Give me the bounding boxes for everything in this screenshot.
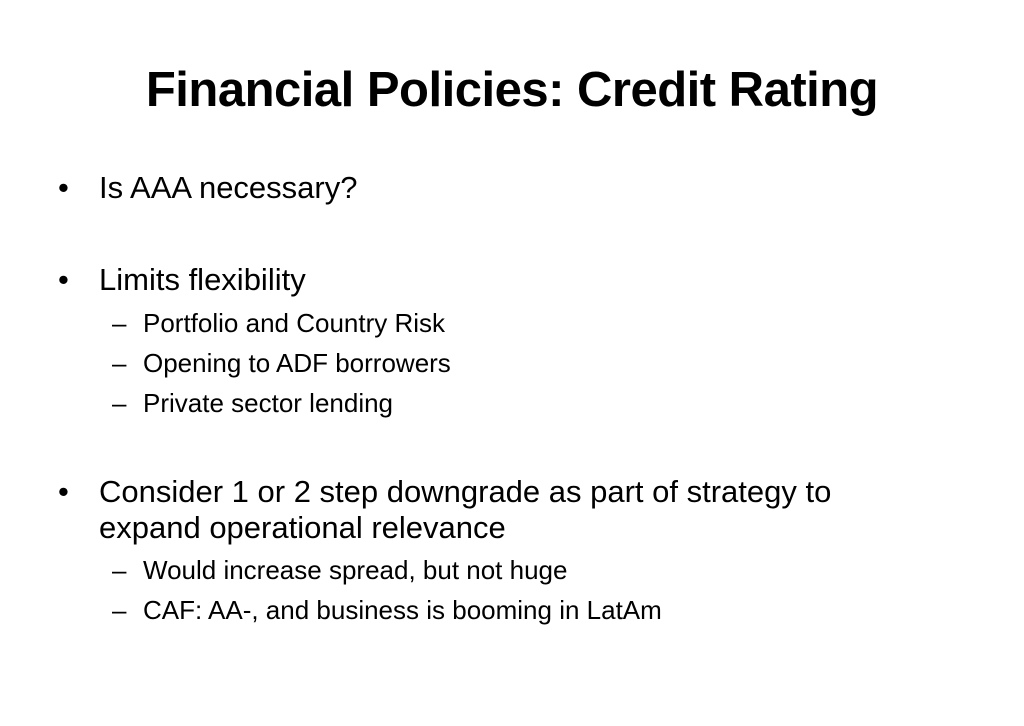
dash-marker: –: [112, 595, 127, 625]
bullet-text: Is AAA necessary?: [99, 170, 358, 205]
bullet-item: [58, 170, 357, 206]
bullet-item: [58, 262, 306, 298]
sub-bullet-text: Opening to ADF borrowers: [143, 348, 451, 378]
sub-bullet-text: CAF: AA-, and business is booming in LatAm: [143, 595, 662, 625]
sub-bullet-text: Private sector lending: [143, 388, 394, 418]
bullet-text: Consider 1 or 2 step downgrade as part of strategy to expand operational relevance: [99, 474, 832, 545]
dash-marker: –: [112, 555, 127, 585]
dash-marker: –: [112, 308, 127, 338]
bullet-marker: •: [58, 170, 69, 205]
bullet-marker: •: [58, 474, 69, 509]
sub-bullet-text: Portfolio and Country Risk: [143, 308, 446, 338]
bullet-marker: •: [58, 262, 69, 297]
sub-bullet-item: [112, 595, 662, 625]
sub-bullet-item: [112, 555, 567, 585]
sub-bullet-item: [112, 348, 451, 378]
sub-bullet-item: [112, 308, 445, 338]
bullet-item: [58, 474, 938, 546]
sub-bullet-item: [112, 388, 393, 418]
dash-marker: –: [112, 348, 127, 378]
slide-title: Financial Policies: Credit Rating: [145, 63, 879, 117]
bullet-text: Limits flexibility: [99, 262, 306, 297]
sub-bullet-text: Would increase spread, but not huge: [143, 555, 568, 585]
dash-marker: –: [112, 388, 127, 418]
